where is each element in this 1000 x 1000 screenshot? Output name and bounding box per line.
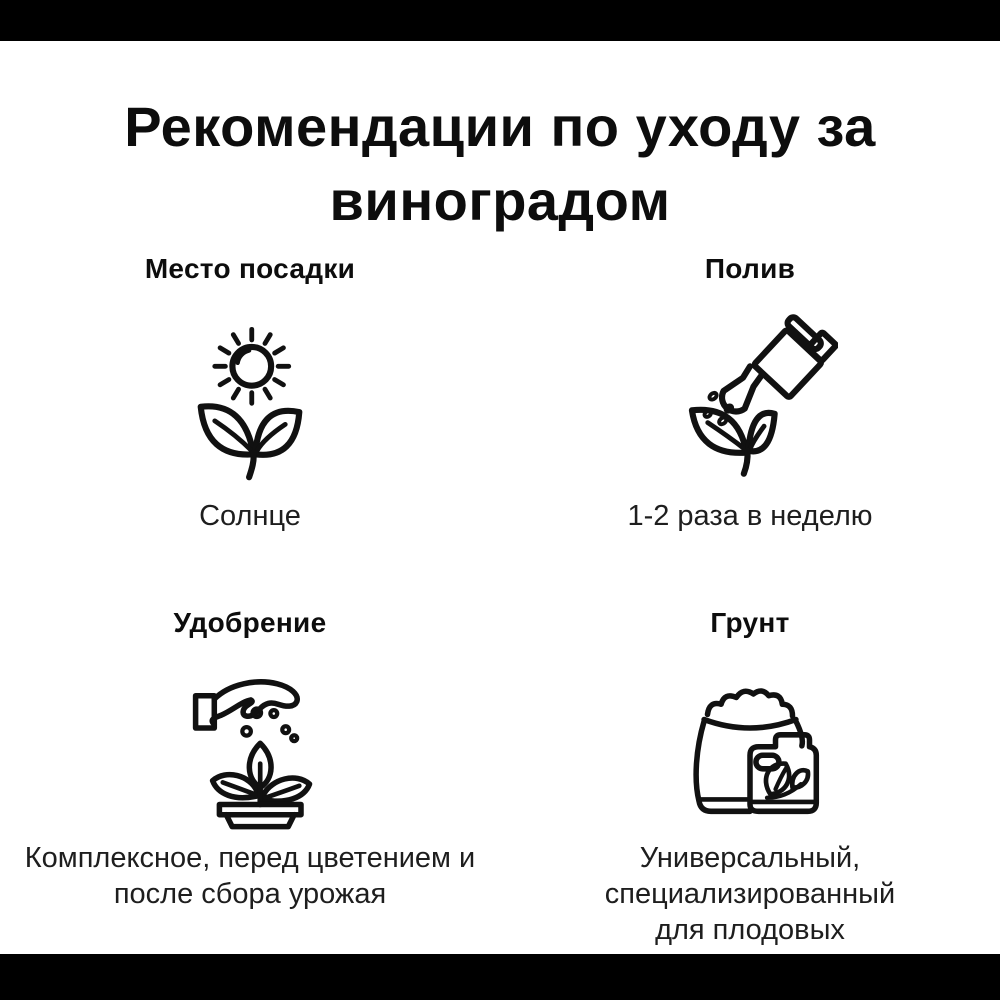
soil-mound [708,691,793,716]
top-letterbox-bar [0,0,1000,41]
section-title-fertilizer: Удобрение [173,607,327,638]
section-soil [500,606,1000,948]
page-title: Рекомендации по уходу за виноградом [124,94,876,232]
fertilizer-granules [242,708,297,741]
section-title-planting-spot: Место посадки [144,253,356,284]
caption-watering: 1-2 раза в неделю [627,500,873,532]
caption-fertilizer: Комплексное, перед цветением и после сбора урожая [24,842,476,910]
hand-fertilizing-plant-icon [162,660,338,830]
watering-can-icon [662,310,838,486]
section-title-watering: Полив [704,253,796,284]
sun-rays [215,329,289,403]
soil-bag-icon [662,660,838,830]
caption-soil: Универсальный, специализированный для плодовых [604,842,896,946]
can-body [750,310,837,398]
section-watering [500,252,1000,534]
bag-collar [704,720,796,729]
section-planting-spot [0,252,500,534]
section-fertilizer [0,606,500,912]
pot-rim [219,805,301,815]
bottom-letterbox-bar [0,954,1000,1000]
section-title-soil: Грунт [710,607,790,638]
sun-sprout-icon [162,310,338,486]
caption-planting-spot: Солнце [199,500,301,532]
